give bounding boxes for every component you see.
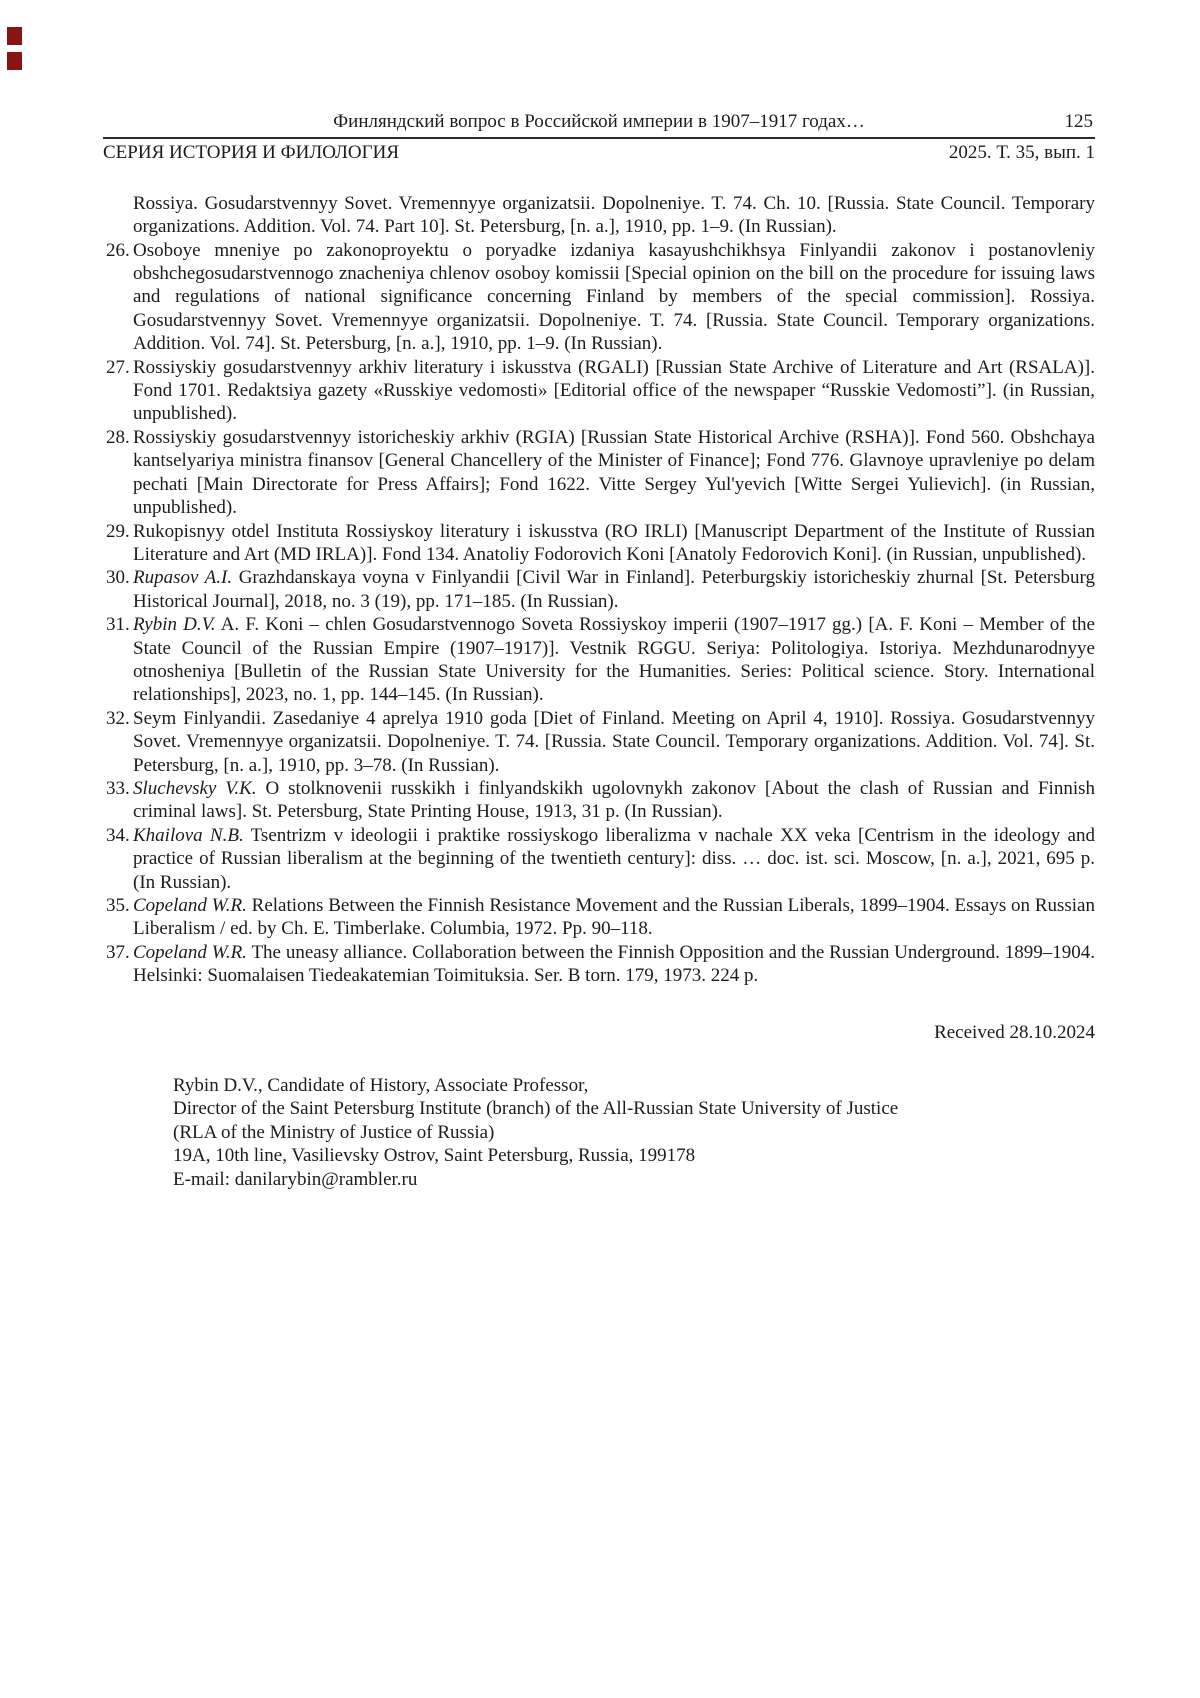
ref-number: 33. bbox=[106, 777, 130, 799]
reference-item bbox=[103, 566, 1095, 613]
author-info bbox=[173, 1074, 1095, 1191]
ref-text: The uneasy alliance. Collaboration between the Finnish Opposition and the Russian Underground. 1899–1904. Helsinki: Suomalaisen Tiedeakatemian Toimituksia. Ser. B torn. 179, 1973. 224 p. bbox=[133, 941, 1095, 987]
references-section bbox=[103, 192, 1095, 988]
ref-text: Relations Between the Finnish Resistance Movement and the Russian Liberals, 1899–1904. Essays on Russian Liberalism / ed. by Ch. E. Timberlake. Columbia, 1972. Pp. 90–118. bbox=[133, 895, 1095, 940]
ref-number: 37. bbox=[106, 941, 130, 963]
ref-text: Rossiyskiy gosudarstvennyy arkhiv literatury i iskusstva (RGALI) [Russian State Archive of Literature and Art (RSALA)]. Fond 1701. Redaktsiya gazety «Russkiye vedomosti» [Editorial office of the newspaper “Russkie Vedomosti”]. (in Russian, unpublished). bbox=[133, 356, 1095, 425]
red-mark-1 bbox=[7, 27, 22, 45]
reference-item bbox=[103, 239, 1095, 356]
reference-continuation: Rossiya. Gosudarstvennyy Sovet. Vremennyye organizatsii. Dopolneniye. T. 74. Ch. 10. [Russia. State Council. Temporary organizations. Addition. Vol. 74. Part 10]. St. Petersburg, [n. a.], 1910, pp. 1–9. (In Russian). bbox=[133, 192, 1095, 238]
ref-author: Copeland W.R. bbox=[133, 895, 247, 916]
received-note: Received 28.10.2024 bbox=[934, 1021, 1095, 1043]
ref-author: Rupasov A.I. bbox=[133, 567, 233, 589]
series-row bbox=[103, 141, 1095, 164]
references-list bbox=[103, 239, 1095, 988]
ref-text: Grazhdanskaya voyna v Finlyandii [Civil War in Finland]. Peterburgskiy istoricheskiy zhurnal [St. Petersburg Historical Journal], 2018, no. 3 (19), pp. 171–185. (In Russian). bbox=[133, 567, 1095, 612]
ref-number: 28. bbox=[106, 426, 130, 448]
author-line: Rybin D.V., Candidate of History, Associate Professor, bbox=[173, 1075, 589, 1097]
ref-text: Tsentrizm v ideologii i praktike rossiyskogo liberalizma v nachale XX veka [Centrism in the ideology and practice of Russian liberalism at the beginning of the twentieth century]: diss. … doc. ist. sci. Moscow, [n. a.], 2021, 695 p. (In Russian). bbox=[133, 824, 1095, 893]
header-rule bbox=[103, 137, 1095, 139]
ref-number: 26. bbox=[106, 239, 130, 261]
reference-item bbox=[103, 613, 1095, 707]
reference-item bbox=[103, 777, 1095, 824]
ref-number: 29. bbox=[106, 520, 130, 542]
ref-number: 30. bbox=[106, 567, 130, 589]
ref-author: Sluchevsky V.K. bbox=[133, 777, 257, 799]
page-header bbox=[103, 110, 1095, 133]
text-block bbox=[103, 110, 1095, 1191]
ref-author: Khailova N.B. bbox=[133, 824, 244, 846]
running-title: Финляндский вопрос в Российской империи в 1907–1917 годах… bbox=[333, 111, 865, 132]
reference-item bbox=[103, 356, 1095, 426]
corner-marks bbox=[7, 27, 23, 77]
ref-number: 35. bbox=[106, 895, 130, 916]
reference-item bbox=[103, 520, 1095, 567]
ref-author: Rybin D.V. bbox=[133, 614, 216, 636]
reference-item bbox=[103, 894, 1095, 941]
ref-number: 27. bbox=[106, 356, 130, 378]
page-number: 125 bbox=[1064, 111, 1093, 132]
ref-number: 34. bbox=[106, 824, 130, 846]
series-title: СЕРИЯ ИСТОРИЯ И ФИЛОЛОГИЯ bbox=[103, 142, 400, 164]
issue-info: 2025. Т. 35, вып. 1 bbox=[948, 142, 1095, 164]
ref-author: Copeland W.R. bbox=[133, 941, 247, 963]
ref-number: 32. bbox=[106, 707, 130, 729]
reference-item bbox=[103, 707, 1095, 777]
red-mark-2 bbox=[7, 52, 22, 70]
author-line: Director of the Saint Petersburg Institute (branch) of the All-Russian State University of Justice bbox=[173, 1098, 899, 1120]
ref-number: 31. bbox=[106, 614, 130, 636]
reference-item bbox=[103, 824, 1095, 894]
ref-text: Rossiyskiy gosudarstvennyy istoricheskiy arkhiv (RGIA) [Russian State Historical Archive (RSHA)]. Fond 560. Obshchaya kantselyariya ministra finansov [General Chancellery of the Minister of Finance]; Fond 776. Glavnoye upravleniye po delam pechati [Main Directorate for Press Affairs]; Fond 1622. Vitte Sergey Yul'yevich [Witte Sergei Yulievich]. (in Russian, unpublished). bbox=[133, 426, 1095, 519]
ref-text: A. F. Koni – chlen Gosudarstvennogo Soveta Rossiyskoy imperii (1907–1917 gg.) [A. F. Koni – Member of the State Council of the Russian Empire (1907–1917)]. Vestnik RGGU. Seriya: Politologiya. Istoriya. Mezhdunarodnyye otnosheniya [Bulletin of the Russian State University for the Humanities. Series: Political science. Story. International relationships], 2023, no. 1, pp. 144–145. (In Russian). bbox=[133, 614, 1095, 706]
author-line: 19A, 10th line, Vasilievsky Ostrov, Saint Petersburg, Russia, 199178 bbox=[173, 1145, 696, 1167]
ref-text: O stolknovenii russkikh i finlyandskikh ugolovnykh zakonov [About the clash of Russian and Finnish criminal laws]. St. Petersburg, State Printing House, 1913, 31 p. (In Russian). bbox=[133, 777, 1095, 823]
reference-item bbox=[103, 426, 1095, 520]
ref-text: Rukopisnyy otdel Instituta Rossiyskoy literatury i iskusstva (RO IRLI) [Manuscript Department of the Institute of Russian Literature and Art (MD IRLA)]. Fond 134. Anatoliy Fodorovich Koni [Anatoly Fedorovich Koni]. (in Russian, unpublished). bbox=[133, 520, 1095, 565]
reference-item bbox=[103, 941, 1095, 988]
author-line: (RLA of the Ministry of Justice of Russia) bbox=[173, 1121, 495, 1143]
author-line: E-mail: danilarybin@rambler.ru bbox=[173, 1168, 418, 1190]
ref-text: Seym Finlyandii. Zasedaniye 4 aprelya 1910 goda [Diet of Finland. Meeting on April 4, 1910]. Rossiya. Gosudarstvennyy Sovet. Vremennyye organizatsii. Dopolneniye. T. 74. [Russia. State Council. Temporary organizations. Addition. Vol. 74]. St. Petersburg, [n. a.], 1910, pp. 3–78. (In Russian). bbox=[133, 707, 1095, 776]
ref-text: Osoboye mneniye po zakonoproyektu o poryadke izdaniya kasayushchikhsya Finlyandii zakonov i postanovleniy obshchegosudarstvennogo znacheniya chlenov osoboy komissii [Special opinion on the bill on the procedure for issuing laws and regulations of national significance concerning Finland by members of the special commission]. Rossiya. Gosudarstvennyy Sovet. Vremennyye organizatsii. Dopolneniye. T. 74. [Russia. State Council. Temporary organizations. Addition. Vol. 74]. St. Petersburg, [n. a.], 1910, pp. 1–9. (In Russian). bbox=[133, 239, 1095, 355]
